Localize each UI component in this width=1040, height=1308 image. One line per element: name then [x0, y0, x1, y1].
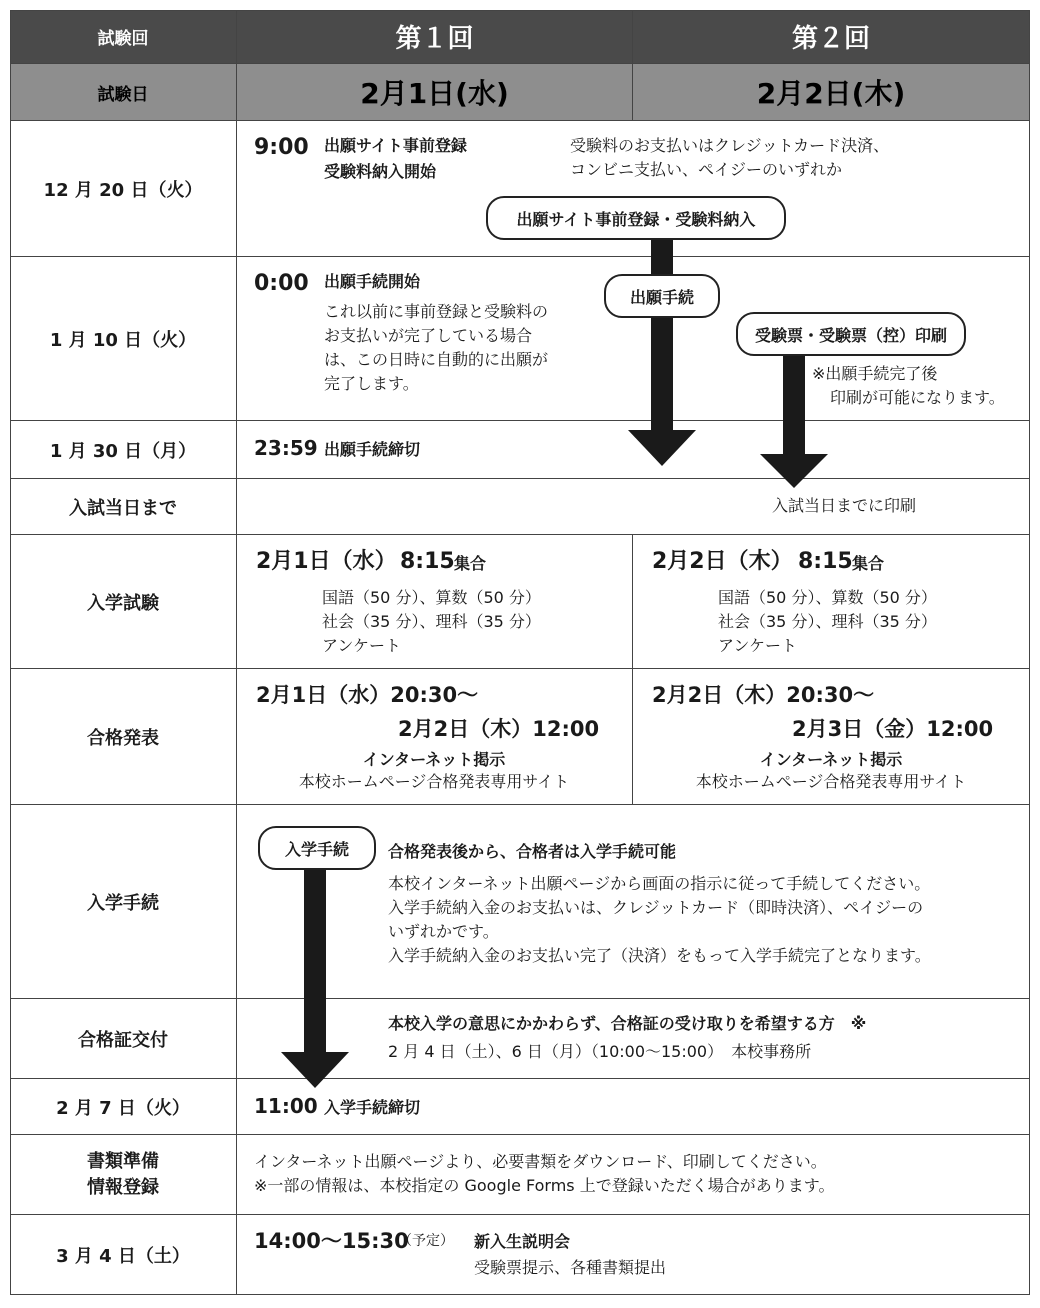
r5-col2-subjects-line2: 社会（35 分）、理科（35 分） [718, 612, 937, 631]
row-label-entrance-exam: 入学試験 [87, 592, 159, 614]
r4-note: 入試当日までに印刷 [772, 496, 917, 515]
r6-col1-start: 2月1日（水）20:30〜 [256, 683, 479, 707]
r5-col2-time: 8:15 [798, 549, 853, 574]
r7-body-line2: 入学手続納入金のお支払いは、クレジットカード（即時決済）、ペイジーの [388, 898, 924, 917]
grid-line [236, 10, 237, 1295]
arrow-enrollment-shaft [304, 866, 326, 1056]
r1-note-line1: 受験料のお支払いはクレジットカード決済、 [570, 136, 890, 155]
row-label-jan-10: 1 月 10 日（火） [49, 329, 197, 351]
arrow-apply-shaft [651, 236, 673, 432]
r2-body-line3: は、この日時に自動的に出願が [324, 350, 549, 369]
r2-ticket-note-line2: 印刷が可能になります。 [830, 388, 1005, 407]
grid-line [10, 63, 1029, 64]
arrow-ticket-shaft [783, 352, 805, 456]
r3-time: 23:59 [254, 436, 318, 460]
r2-title: 出願手続開始 [324, 272, 421, 291]
r1-title-line2: 受験料納入開始 [324, 162, 437, 181]
r5-col1-date: 2月1日（水） [256, 549, 397, 574]
r2-ticket-note-line1: ※出願手続完了後 [812, 364, 938, 383]
r5-col2-subjects-line1: 国語（50 分）、算数（50 分） [718, 588, 937, 607]
r3-title: 出願手続締切 [324, 440, 421, 459]
r7-body-line1: 本校インターネット出願ページから画面の指示に従って手続してください。 [388, 874, 931, 893]
r11-time: 14:00〜15:30 [254, 1229, 409, 1253]
pill-apply-procedure: 出願手続 [604, 274, 720, 318]
grid-line [10, 10, 1029, 11]
r5-col1-subjects-line2: 社会（35 分）、理科（35 分） [322, 612, 541, 631]
pill-enrollment: 入学手続 [258, 826, 376, 870]
r6-col1-method: インターネット掲示 [362, 750, 506, 769]
r6-col2-start: 2月2日（木）20:30〜 [652, 683, 875, 707]
r1-title-line1: 出願サイト事前登録 [324, 136, 467, 155]
r5-col1-time: 8:15 [400, 549, 455, 574]
r8-title: 本校入学の意思にかかわらず、合格証の受け取りを希望する方 ※ [388, 1014, 867, 1033]
grid-line [1029, 10, 1030, 1295]
r8-body: 2 月 4 日（土）、6 日（月）（10:00〜15:00） 本校事務所 [388, 1042, 812, 1061]
r10-body-line2: ※一部の情報は、本校指定の Google Forms 上で登録いただく場合があります。 [254, 1176, 835, 1195]
arrow-apply-head [628, 430, 696, 466]
grid-line [632, 10, 633, 121]
r11-title: 新入生説明会 [474, 1232, 571, 1251]
r1-time: 9:00 [254, 135, 309, 160]
row-label-documents-line2: 情報登録 [87, 1176, 159, 1198]
r6-col2-site: 本校ホームページ合格発表専用サイト [695, 772, 967, 791]
header-exam-round-label: 試験回 [97, 29, 149, 49]
row-label-feb-7: 2 月 7 日（火） [56, 1097, 190, 1119]
r9-time: 11:00 [254, 1094, 318, 1118]
r6-col2-method: インターネット掲示 [759, 750, 903, 769]
r9-title: 入学手続締切 [324, 1098, 421, 1117]
arrow-enrollment-head [281, 1052, 349, 1088]
row-label-certificate: 合格証交付 [78, 1029, 168, 1051]
row-label-mar-4: 3 月 4 日（土） [56, 1245, 190, 1267]
header-exam-date-1: 2月1日(水) [360, 77, 509, 110]
header-exam-date-label: 試験日 [97, 84, 149, 105]
r2-time: 0:00 [254, 271, 309, 296]
r2-body-line4: 完了します。 [324, 374, 419, 393]
header-round-2: 第２回 [791, 24, 870, 54]
r7-body-line4: 入学手続納入金のお支払い完了（決済）をもって入学手続完了となります。 [388, 946, 931, 965]
r7-body-line3: いずれかです。 [388, 922, 499, 941]
r1-note-line2: コンビニ支払い、ペイジーのいずれか [570, 160, 843, 179]
r6-col1-end: 2月2日（木）12:00 [398, 717, 600, 741]
r6-col2-end: 2月3日（金）12:00 [792, 717, 994, 741]
row-label-dec-20: 12 月 20 日（火） [43, 179, 203, 201]
row-label-results: 合格発表 [87, 727, 159, 749]
arrow-ticket-head [760, 454, 828, 488]
r11-body: 受験票提示、各種書類提出 [474, 1258, 667, 1277]
row-label-until-exam-day: 入試当日まで [69, 497, 177, 519]
header-exam-date-2: 2月2日(木) [756, 77, 906, 110]
r5-col2-suffix: 集合 [852, 554, 885, 573]
row-label-documents [10, 1135, 236, 1214]
r5-col2-date: 2月2日（木） [652, 549, 793, 574]
r5-col1-subjects-line3: アンケート [322, 636, 402, 655]
r10-body-line1: インターネット出願ページより、必要書類をダウンロード、印刷してください。 [254, 1152, 827, 1171]
r7-title: 合格発表後から、合格者は入学手続可能 [388, 842, 677, 861]
r5-col1-suffix: 集合 [454, 554, 487, 573]
r5-col1-subjects-line1: 国語（50 分）、算数（50 分） [322, 588, 541, 607]
row-label-jan-30: 1 月 30 日（月） [49, 440, 197, 462]
grid-line [10, 1294, 1029, 1295]
row-label-enrollment: 入学手続 [87, 892, 159, 914]
r11-time-note: （予定） [398, 1233, 454, 1249]
r6-col1-site: 本校ホームページ合格発表専用サイト [298, 772, 570, 791]
header-round-1: 第１回 [395, 24, 474, 54]
r2-body-line2: お支払いが完了している場合 [324, 326, 533, 345]
r2-body-line1: これ以前に事前登録と受験料の [324, 302, 549, 321]
r5-col2-subjects-line3: アンケート [718, 636, 798, 655]
pill-ticket-print: 受験票・受験票（控）印刷 [736, 312, 966, 356]
pill-pre-registration: 出願サイト事前登録・受験料納入 [486, 196, 786, 240]
row-label-documents-line1: 書類準備 [87, 1151, 159, 1173]
